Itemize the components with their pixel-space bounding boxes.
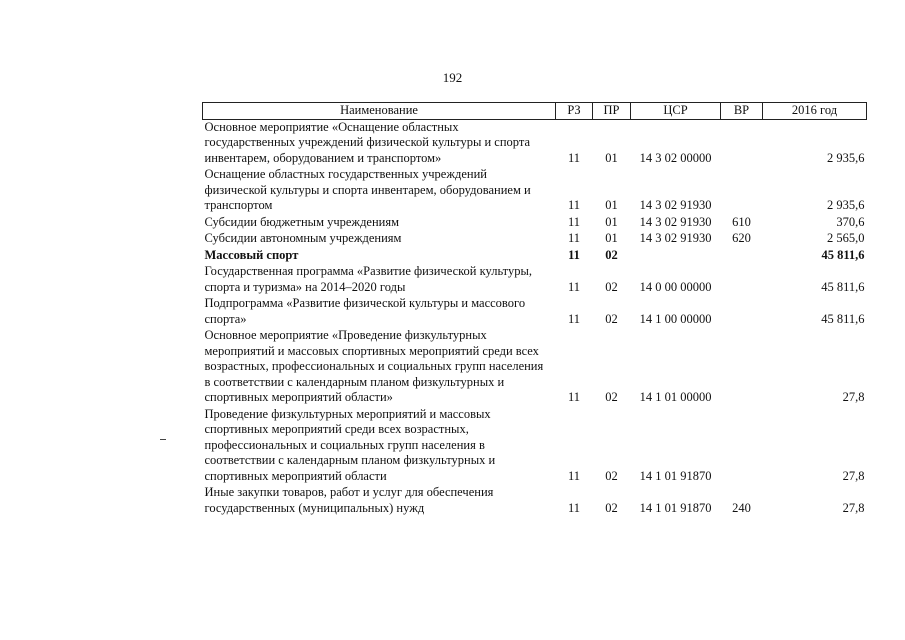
row-csr: 14 1 01 91870 [639,500,712,515]
row-amount: 45 811,6 [821,279,865,294]
row-vr [721,328,763,407]
row-vr [721,167,763,215]
row-rz: 11 [567,150,581,165]
table-row [203,167,867,215]
row-pr: 02 [605,247,618,262]
row-vr: 620 [732,231,751,245]
header-csr: ЦСР [631,103,721,120]
header-name: Наименование [203,103,556,120]
header-vr: ВР [721,103,763,120]
row-pr: 02 [605,390,618,404]
row-amount: 45 811,6 [821,247,865,262]
row-name: Субсидии бюджетным учреждениям [204,214,400,229]
row-pr: 01 [605,214,618,229]
row-rz: 11 [567,214,581,229]
row-vr [721,248,763,265]
margin-mark [160,439,166,440]
row-csr: 14 3 02 91930 [639,231,712,245]
row-rz: 11 [568,247,580,262]
table-row [203,485,867,517]
row-pr: 02 [605,311,618,326]
row-csr: 14 0 00 00000 [639,279,712,294]
row-name: Оснащение областных государственных учреждений физической культуры и спорта инвентарем, оборудованием и транспортом [204,167,531,212]
table-row [203,328,867,407]
header-pr: ПР [593,103,631,120]
row-rz: 11 [567,390,581,404]
row-vr [721,407,763,486]
row-amount: 27,8 [842,468,865,483]
row-name: Массовый спорт [204,247,299,262]
table-header-row [203,103,867,120]
table-row-section [203,248,867,265]
row-amount: 27,8 [842,500,865,515]
row-amount: 2 565,0 [827,231,865,245]
row-pr: 02 [605,468,618,483]
row-name: Основное мероприятие «Проведение физкультурных мероприятий и массовых спортивных мероприятий среди всех возрастных, профессиональных и социальных групп населения в соответствии с календарным планом физкультурных и спортивных мероприятий области» [204,328,544,404]
row-pr: 01 [605,231,618,245]
table-row [203,119,867,167]
row-amount: 2 935,6 [827,150,865,165]
row-csr: 14 3 02 91930 [639,198,712,212]
row-pr: 01 [605,150,618,165]
row-vr [721,119,763,167]
row-vr [721,296,763,328]
row-csr: 14 1 01 91870 [639,468,712,483]
table-row [203,231,867,248]
table-row [203,407,867,486]
row-pr: 01 [605,198,618,212]
row-rz: 11 [567,500,581,515]
row-rz: 11 [567,311,581,326]
row-name: Подпрограмма «Развитие физической культуры и массового спорта» [204,296,526,326]
row-rz: 11 [567,279,581,294]
page-number: 192 [442,70,463,85]
row-amount: 370,6 [836,214,865,229]
row-amount: 45 811,6 [821,311,865,326]
budget-table [202,102,867,517]
header-year: 2016 год [763,103,867,120]
row-csr: 14 1 01 00000 [639,390,712,404]
table-row [203,264,867,296]
row-csr [631,248,721,265]
row-vr [721,264,763,296]
row-rz: 11 [567,198,581,212]
row-name: Иные закупки товаров, работ и услуг для обеспечения государственных (муниципальных) нужд [204,485,494,515]
table-row [203,215,867,232]
row-rz: 11 [567,468,581,483]
row-name: Субсидии автономным учреждениям [204,231,402,245]
row-pr: 02 [605,500,618,515]
row-pr: 02 [605,279,618,294]
row-name: Основное мероприятие «Оснащение областных государственных учреждений физической культуры и спорта инвентарем, оборудованием и транспортом» [204,119,531,165]
row-name: Государственная программа «Развитие физической культуры, спорта и туризма» на 2014–2020 годы [204,264,533,294]
table-row [203,296,867,328]
row-name: Проведение физкультурных мероприятий и массовых спортивных мероприятий среди всех возрастных, профессиональных и социальных групп населения в соответствии с календарным планом физкультурных и спортивных мероприятий области [204,406,496,483]
header-rz: РЗ [556,103,593,120]
row-csr: 14 1 00 00000 [639,311,712,326]
row-amount: 27,8 [842,390,865,404]
row-amount: 2 935,6 [827,198,865,212]
row-csr: 14 3 02 00000 [639,150,712,165]
row-rz: 11 [567,231,581,245]
row-csr: 14 3 02 91930 [639,214,712,229]
row-vr: 610 [732,214,751,229]
row-vr: 240 [732,500,751,515]
